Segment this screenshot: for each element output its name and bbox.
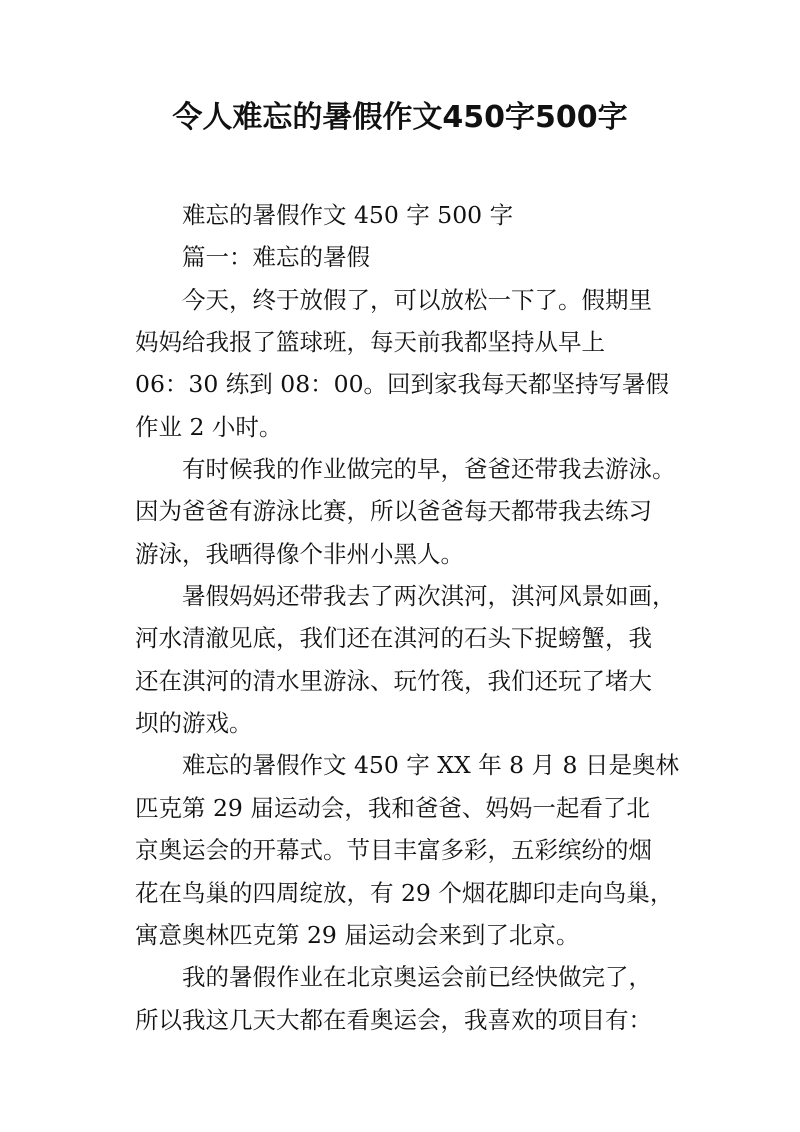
text-line: 因为爸爸有游泳比赛，所以爸爸每天都带我去练习: [135, 497, 652, 526]
document-title: 令人难忘的暑假作文450字500字: [172, 100, 628, 135]
text-line: 今天，终于放假了，可以放松一下了。假期里: [182, 285, 652, 314]
text-line: 匹克第 29 届运动会，我和爸爸、妈妈一起看了北: [135, 793, 650, 822]
text-line: 河水清澈见底，我们还在淇河的石头下捉螃蟹，我: [135, 624, 652, 653]
text-line: 所以我这几天大都在看奥运会，我喜欢的项目有：: [135, 1005, 652, 1034]
text-line: 寓意奥林匹克第 29 届运动会来到了北京。: [135, 920, 580, 949]
section-heading: 篇一：难忘的暑假: [182, 243, 370, 272]
text-line: 06：30 练到 08：00。回到家我每天都坚持写暑假: [135, 370, 670, 399]
text-line: 游泳，我晒得像个非州小黑人。: [135, 539, 464, 568]
subtitle-line: 难忘的暑假作文 450 字 500 字: [182, 201, 514, 229]
text-line: 难忘的暑假作文 450 字 XX 年 8 月 8 日是奥林: [182, 751, 679, 780]
text-line: 花在鸟巢的四周绽放，有 29 个烟花脚印走向鸟巢，: [135, 878, 674, 907]
text-line: 作业 2 小时。: [135, 412, 283, 441]
text-line: 我的暑假作业在北京奥运会前已经快做完了，: [182, 963, 652, 992]
text-line: 有时候我的作业做完的早，爸爸还带我去游泳。: [182, 455, 676, 484]
document-body: [135, 194, 695, 1041]
text-line: 还在淇河的清水里游泳、玩竹筏，我们还玩了堵大: [135, 666, 652, 695]
text-line: 妈妈给我报了篮球班，每天前我都坚持从早上: [135, 328, 605, 357]
text-line: 京奥运会的开幕式。节目丰富多彩，五彩缤纷的烟: [135, 836, 652, 865]
text-line: 暑假妈妈还带我去了两次淇河，淇河风景如画，: [182, 582, 676, 611]
text-line: 坝的游戏。: [135, 709, 253, 738]
